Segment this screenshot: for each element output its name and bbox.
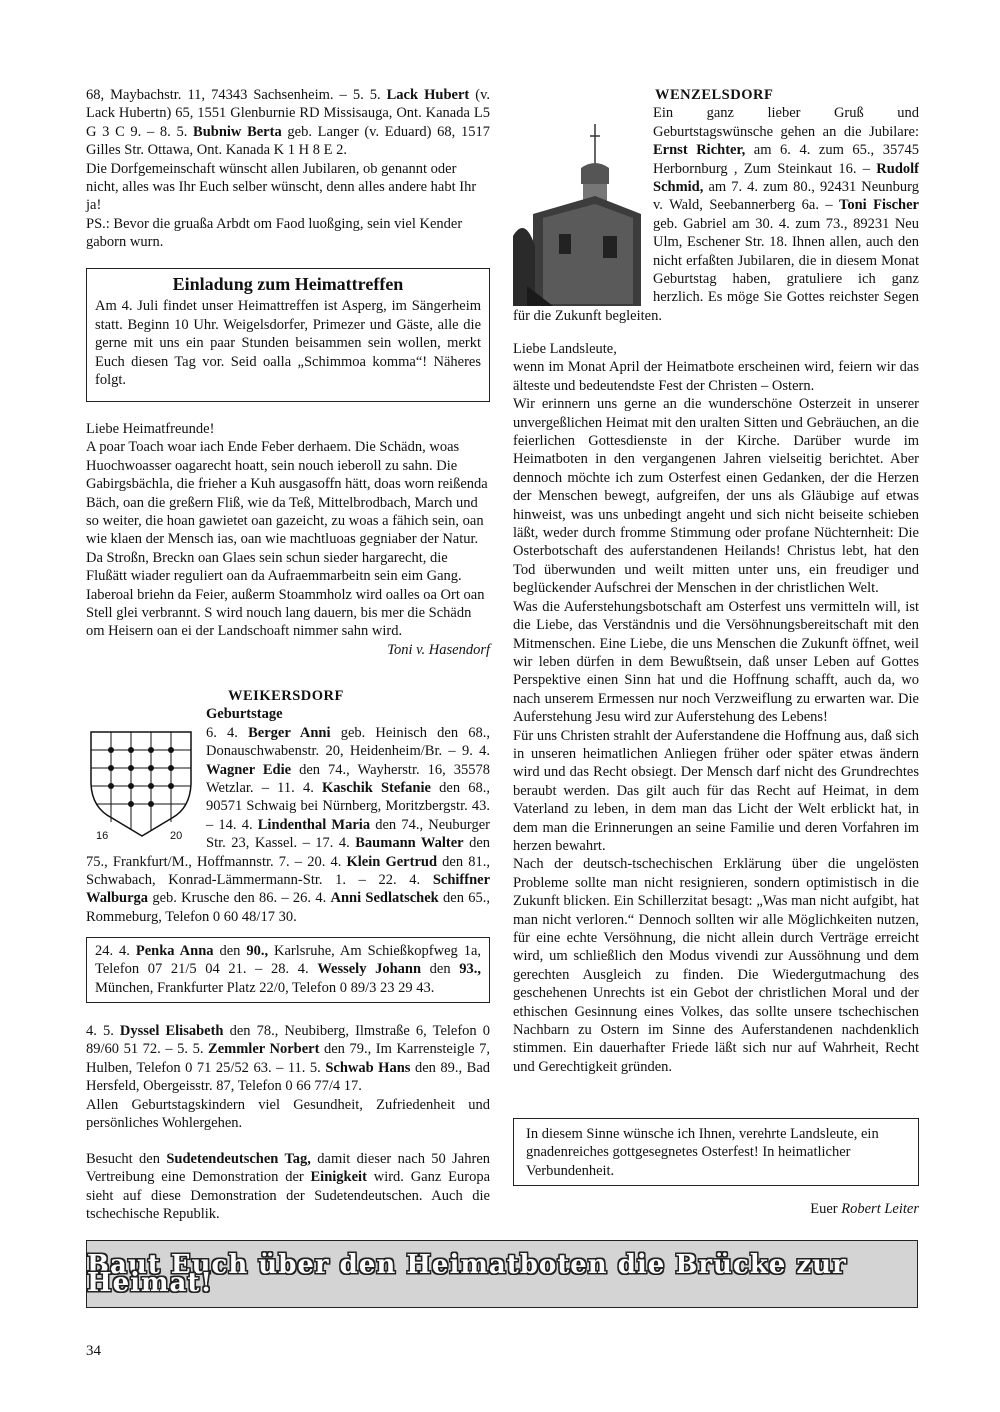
crest-year-left: 16 (96, 829, 109, 841)
person-name: 90., (246, 943, 269, 959)
signature-name: Robert Leiter (841, 1201, 919, 1217)
page-number: 34 (86, 1343, 101, 1359)
motto-banner (86, 1240, 918, 1308)
weikersdorf-subtitle: Geburtstage (206, 706, 283, 723)
letter-signature: Toni v. Hasendorf (387, 641, 490, 658)
detail-text: den 79., Im Karrensteigle 7, Hulben, Telefon 0 71 25/52 63. – 11. 5. (86, 1041, 490, 1076)
intro-text: geb. Langer (v. Eduard) 68, 1517 Gilles Str. Ottawa, Ont. Kanada K 1 H 8 E 2. (86, 123, 490, 159)
detail-text: am 6. 4. zum 65., 35745 Herbornburg , Zum Steinkaut 16. – (653, 142, 919, 177)
jubilar-name: Lack Hubert (386, 87, 470, 103)
person-name: Zemmler Norbert (208, 1041, 320, 1058)
detail-text: den 74., Neuburger Str. 23, Kassel. – 17. 4. (206, 816, 490, 852)
easter-paragraph: Für uns Christen strahlt der Auferstandene die Hoffnung aus, daß sich in unseren heimatlichen Anliegen früher oder später etwas ändern wird und das Recht obsiegt. Der Mensch darf nicht des Grundrechtes beraubt werden. Das gilt auch für das Recht auf Heimat, in dem Vaterland zu leben, in dem man das Licht der Welt erblickt hat, in dem man die Erinnerungen an seine Familie und deren Vorfahren im herzen bewahrt. (513, 727, 919, 854)
detail-text: den 78., Neubiberg, Ilmstraße 6, Telefon 0 89/60 51 72. – 5. 5. (86, 1023, 491, 1058)
person-name: Klein Gertrud (346, 853, 438, 870)
easter-wish-box (513, 1118, 919, 1186)
detail-text: den (213, 943, 247, 959)
special-birthdays-box (86, 937, 490, 1003)
easter-paragraph: Was die Auferstehungsbotschaft am Osterfest uns vermitteln will, ist die Liebe, das Verständnis und die Versöhnungsbereitschaft mit den Mitmenschen. Eine Liebe, die uns Menschen die Zukunft öffnet, weil wir leben dürfen in dem Bewußtsein, daß unser Leben auf Gottes Perspektive einen Sinn hat und die Hoffnung schafft, auch da, wo nach unserem Ermessen nur noch Verzweiflung zu erwarten war. Die Auferstehung Jesu wird zur Auferstehung des Lebens! (513, 598, 919, 726)
detail-text: den 68., 90571 Schwaig bei Nürnberg, Moritzbergstr. 43. – 14. 4. (206, 780, 491, 833)
may-birthdays (86, 1022, 490, 1132)
church-photo-icon (513, 106, 647, 306)
detail-text: damit dieser nach 50 Jahren Vertreibung eine Demonstration der (86, 1151, 491, 1186)
weikersdorf-crest-icon (86, 726, 198, 841)
person-name: Anni Sedlatschek (330, 890, 439, 907)
easter-paragraph: wenn im Monat April der Heimatbote erscheinen wird, feiern wir das älteste und bedeutendste Fest der Christen – Ostern. (513, 359, 919, 394)
detail-text: Ein ganz lieber Gruß und Geburtstagswünsche gehen an die Jubilare: (653, 105, 919, 140)
community-wish: Die Dorfgemeinschaft wünscht allen Jubilaren, ob genannt oder nicht, alles was Ihr Euch selber wünscht, denn alles andere habt Ihr ja! (86, 160, 477, 214)
birthday-wish: Allen Geburtstagskindern viel Gesundheit, Zufriedenheit und persönliches Wohlergehen. (86, 1096, 490, 1132)
banner-text: Baut Euch über den Heimatboten die Brücke zur Heimat! (87, 1249, 847, 1298)
detail-text: den 81., Schwabach, Konrad-Lämmermann-Str. 1. – 22. 4. (86, 853, 490, 889)
easter-paragraph: Nach der deutsch-tschechischen Erklärung über die ungelösten Probleme sollte man nicht resignieren, sondern optimistisch in die Zukunft blicken. Ein Schillerzitat besagt: „Was man nicht aufgibt, hat man nicht verloren.“ Dennoch sollten wir alle Möglichkeiten nutzen, für eine echte Versöhnung, die nicht allein durch Verträge erreicht wird, um schließlich den Modus vivendi zur Aussöhnung und dem gerechten Ausgleich zu finden. Die Wiedergutmachung des geschehenen Unrechts ist ein Gebot der christlichen Moral und der ethischen Gesinnung eines Volkes, das sollte unsere tschechischen Nachbarn zu Ostern im Sinne des Auferstandenen nachdenklich stimmen. Ein dauerhafter Friede läßt sich nur auf Wahrheit, Recht und Gerechtigkeit gründen. (513, 856, 919, 1075)
wenzelsdorf-section (513, 86, 919, 325)
detail-text: wird. Ganz Europa sieht auf diese Demonstration der Sudetendeutschen. Auch die tschechische Republik. (86, 1169, 491, 1223)
person-name: Baumann Walter (355, 835, 464, 852)
letter-greeting: Liebe Heimatfreunde! (86, 421, 215, 437)
person-name: Wessely Johann (317, 961, 422, 978)
jubilar-name: Bubniw Berta (193, 123, 282, 140)
detail-text: 24. 4. (95, 943, 136, 959)
person-name: Penka Anna (135, 943, 214, 959)
crest-year-right: 20 (170, 829, 183, 841)
detail-text: den (421, 961, 460, 978)
may-birthdays-text (86, 1022, 490, 1096)
person-name: Lindenthal Maria (257, 816, 371, 833)
person-name: Einigkeit (310, 1169, 367, 1186)
easter-letter (513, 340, 919, 1076)
wenzelsdorf-title: WENZELSDORF (655, 87, 774, 103)
postscript: PS.: Bevor die gruaßa Arbdt om Faod luoßging, sein viel Kender gaborn wurn. (86, 215, 463, 251)
invitation-text: Am 4. Juli findet unser Heimattreffen ist Asperg, im Sängerheim statt. Beginn 10 Uhr. Weigelsdorfer, Primezer und Gäste, alle die gerne mit uns ein paar Stunden beisammen sein wollen, merkt Euch diesen Tag vor. Seid oalla „Schimmoa komma“! Näheres folgt. (95, 298, 481, 389)
detail-text: Besucht den (86, 1151, 167, 1167)
signature-prefix: Euer (810, 1201, 842, 1217)
easter-signature (513, 1200, 919, 1218)
person-name: Ernst Richter, (653, 142, 746, 159)
person-name: Kaschik Stefanie (322, 780, 431, 797)
person-name: 93., (459, 961, 481, 978)
left-intro (86, 86, 490, 252)
invitation-title: Einladung zum Heimattreffen (172, 274, 404, 294)
detail-text: den 74., Wayherstr. 16, 35578 Wetzlar. – 11. 4. (206, 761, 490, 797)
weikersdorf-section (86, 687, 490, 926)
detail-text: geb. Gabriel am 30. 4. zum 73., 89231 Neu Ulm, Eschener Str. 18. Ihnen allen, auch den nicht erfaßten Jubilaren, die in diesem Monat Geburtstag haben, gratuliere ich ganz herzlich. Es möge Sie Gottes reichster Segen für die Zukunft begleiten. (513, 215, 919, 324)
intro-text: 68, Maybachstr. 11, 74343 Sachsenheim. – 5. 5. (86, 87, 387, 103)
person-name: Rudolf Schmid, (653, 160, 919, 196)
detail-text: geb. Heinisch den 68., Donauschwabenstr. 20, Heidenheim/Br. – 9. 4. (206, 724, 491, 760)
easter-greeting: Liebe Landsleute, (513, 341, 617, 357)
special-birthdays-text (95, 942, 481, 997)
person-name: Berger Anni (248, 724, 331, 741)
detail-text: 6. 4. (206, 724, 249, 741)
person-name: Toni Fischer (839, 197, 919, 214)
person-name: Dyssel Elisabeth (119, 1023, 224, 1039)
person-name: Schiffner Walburga (86, 872, 490, 907)
intro-text: (v. Lack Hubertn) 65, 1551 Glenburnie RD Missisauga, Ont. Kanada L5 G 3 C 9. – 8. 5. (86, 87, 490, 140)
sudeten-text (86, 1150, 490, 1224)
sudeten-notice (86, 1150, 490, 1224)
detail-text: 4. 5. (86, 1023, 120, 1039)
invitation-box (86, 268, 490, 402)
detail-text: Karlsruhe, Am Schießkopfweg 1a, Telefon 07 21/5 04 21. – 28. 4. (95, 943, 482, 978)
easter-paragraph: Wir erinnern uns gerne an die wunderschöne Osterzeit in unserer unvergeßlichen Heimat mit den uralten Sitten und Gebräuchen, an die feierlichen Gottesdienste in der Kirche. Darüber wurde im Heimatboten in den vergangenen Jahren vielseitig berichtet. Aber dennoch möchte ich zum Osterfest einen Gedanken, der die Herzen der Menschen bewegt, aufgreifen, der uns als Gläubige auf etwas hinweist, was uns unbedingt angeht und sich nicht beiseite schieben läßt, weder durch fromme Stimmung oder profane Nüchternheit: Die Osterbotschaft des auferstandenen Heilands! Christus lebt, hat den Tod überwunden und weilt mitten unter uns, ein freudiger und beglückender Aufschrei der Menschen in der christlichen Welt. (513, 396, 919, 597)
detail-text: geb. Krusche den 86. – 26. 4. (148, 890, 331, 907)
detail-text: am 7. 4. zum 80., 92431 Neunburg v. Wald, Seebannerberg 6a. – (653, 179, 919, 214)
detail-text: München, Frankfurter Platz 22/0, Telefon 0 89/3 23 29 43. (95, 979, 435, 996)
person-name: Sudetendeutschen Tag, (166, 1151, 311, 1167)
person-name: Schwab Hans (325, 1059, 411, 1076)
weikersdorf-title: WEIKERSDORF (228, 688, 344, 704)
detail-text: den 75., Frankfurt/M., Hoffmannstr. 7. – 20. 4. (86, 835, 491, 870)
heimat-letter (86, 420, 490, 659)
letter-text: A poar Toach woar iach Ende Feber derhaem. Die Schädn, woas Huochwoasser oagarecht hoatt, sein nouch ieberoll zu sahn. Die Gabirgsbächla, die frieher a Kuh ausgasoffn hätt, doas worn reißenda Bäch, oan die greßern Fliß, wie da Teß, Mittelbrodbach, March und so weiter, die hoan gawietet oan gazeicht, zu woas a fähich sein, oan wie klaen der Mensch ias, oan wie machtluoas gegniaber der Natur. Da Stroßn, Breckn oan Glaes sein schun sieder hargarecht, die Flußätt wiader reguliert oan da Aufraemmarbeitn sein eim Gang. Iaberoal briehn da Feier, außerm Stoammholz wird oalles oa Ort oan Stell glei verbrannt. S wird nouch lang dauern, bis mer die Schädn om Heisern oan ei der Landschoaft nimmer sahn wird. (86, 439, 488, 640)
person-name: Wagner Edie (206, 761, 292, 778)
detail-text: den 89., Bad Hersfeld, Obergeisstr. 87, Telefon 0 66 77/4 17. (86, 1059, 491, 1095)
detail-text: den 65., Rommeburg, Telefon 0 60 48/17 30. (86, 890, 491, 925)
easter-wish-text: In diesem Sinne wünsche ich Ihnen, verehrte Landsleute, ein gnadenreiches gottgesegnetes Osterfest! In heimatlicher Verbundenheit. (526, 1126, 879, 1179)
